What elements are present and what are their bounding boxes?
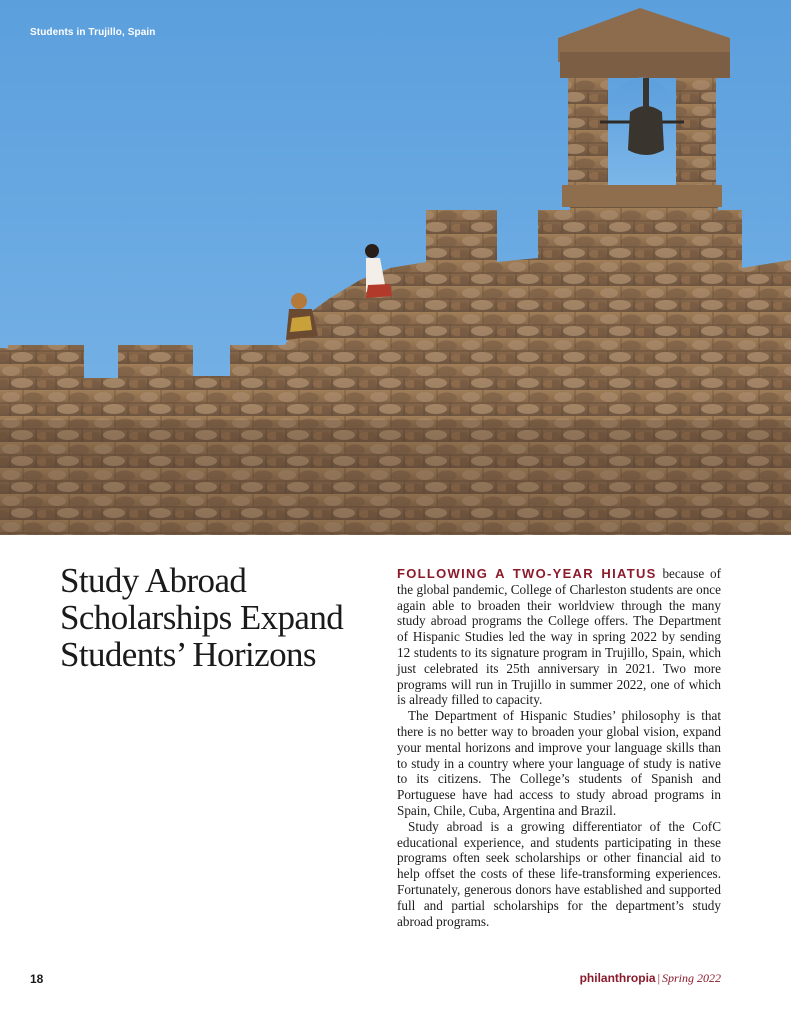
page-number: 18 [30, 972, 44, 986]
bell-tower [558, 8, 730, 207]
headline-line-3: Students’ Horizons [60, 635, 316, 674]
bell-icon [628, 106, 664, 155]
issue-date: Spring 2022 [661, 971, 721, 985]
article-body [397, 566, 721, 929]
paragraph-2: The Department of Hispanic Studies’ philosophy is that there is no better way to broaden your global vision, expand your mental horizons and improve your language skills than to study in a country where your language of study is native to its citizens. The College’s students of Spanish and Portuguese have had access to study abroad programs in Spain, Chile, Cuba, Argentina and Brazil. [397, 708, 721, 818]
paragraph-3: Study abroad is a growing differentiator of the CofC educational experience, and students participating in these programs often seek scholarships or other financial aid to help offset the costs of these life-transforming experiences. Fortunately, generous donors have established and supported full and partial scholarships for the department’s study abroad programs. [397, 818, 721, 929]
photo-caption: Students in Trujillo, Spain [30, 27, 156, 38]
headline-line-2: Scholarships Expand [60, 598, 344, 637]
paragraph-1-text: because of the global pandemic, College of Charleston students are once again able to broaden their worldview through the many study abroad programs the College offers. The Department of Hispanic Studies led the way in spring 2022 by sending 12 students to its signature program in Trujillo, Spain, which just celebrated its 25th anniversary in 2021. Two more programs will run in Trujillo in summer 2022, one of which is already filled to capacity. [397, 566, 722, 708]
paragraph-1 [397, 566, 721, 708]
headline-line-1: Study Abroad [60, 561, 247, 600]
lead-in: FOLLOWING A TWO-YEAR HIATUS [397, 566, 657, 581]
publication-name: philanthropia [579, 971, 656, 985]
footer-masthead [580, 971, 721, 986]
article-headline [60, 562, 380, 673]
masthead-separator: | [657, 971, 660, 985]
